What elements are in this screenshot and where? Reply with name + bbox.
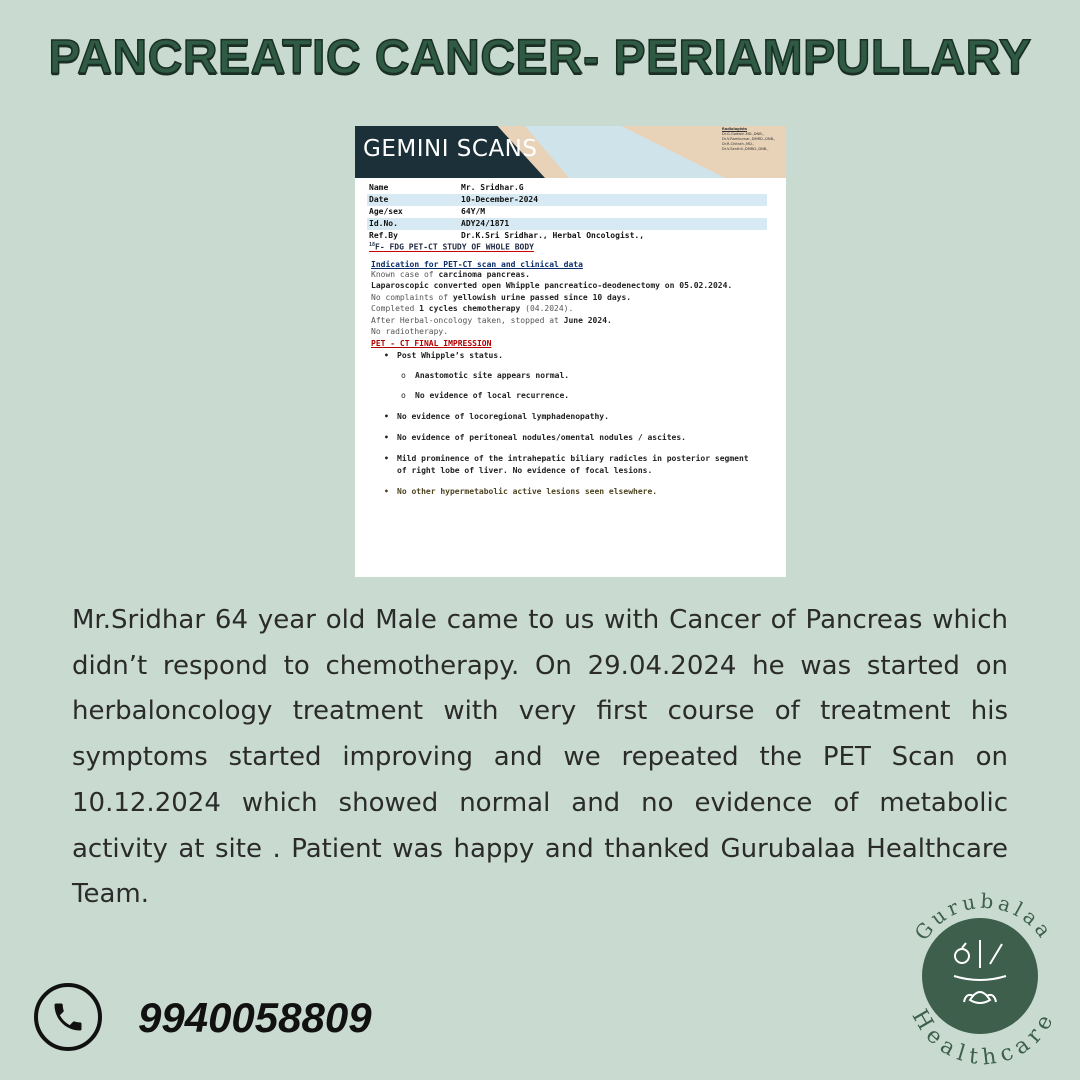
pet-ct-report <box>355 126 786 577</box>
impression-item: • No evidence of locoregional lymphadenopathy. <box>397 411 786 423</box>
phone-number[interactable]: 9940058809 <box>138 994 372 1041</box>
impression-heading: PET - CT FINAL IMPRESSION <box>371 338 492 348</box>
page-title: PANCREATIC CANCER- PERIAMPULLARY <box>48 31 1032 84</box>
indication-heading: Indication for PET-CT scan and clinical data <box>371 259 583 269</box>
gurubalaa-healthcare-logo <box>894 888 1074 1068</box>
logo-circle <box>922 918 1038 1034</box>
logo-text-bottom: Healthcare <box>906 1005 1062 1068</box>
report-header <box>355 126 786 178</box>
impression-item: • Mild prominence of the intrahepatic biliary radicles in posterior segment of right lobe of liver. No evidence of focal lesions. <box>397 453 757 477</box>
patient-row: Age/sex 64Y/M <box>369 207 486 216</box>
impression-subitem: o Anastomotic site appears normal. <box>415 370 786 382</box>
radiologists-list: Radiologists Dr.G.Godwin.MD.,DNB., Dr.V.Ramkumar.,DMRD.,DNB., Dr.R.Chitrah.,MD., Dr.V.Senthil.,DMRD.,DNB., <box>722 127 776 151</box>
impression-item: • No evidence of peritoneal nodules/omental nodules / ascites. <box>397 432 737 444</box>
patient-row: Date 10-December-2024 <box>367 194 767 206</box>
logo-text-top: Gurubalaa <box>909 888 1059 945</box>
impression-item: • No other hypermetabolic active lesions seen elsewhere. <box>397 486 786 498</box>
patient-story: Mr.Sridhar 64 year old Male came to us with Cancer of Pancreas which didn’t respond to chemotherapy. On 29.04.2024 he was started on herbaloncology treatment with very first course of treatment his symptoms started improving and we repeated the PET Scan on 10.12.2024 which showed normal and no evidence of metabolic activity at site . Patient was happy and thanked Gurubalaa Healthcare Team. <box>72 605 1008 910</box>
patient-row: Name Mr. Sridhar.G <box>369 183 524 192</box>
impression-item: • Post Whipple’s status. <box>397 350 786 362</box>
impression-subitem: o No evidence of local recurrence. <box>415 390 786 402</box>
patient-row: Ref.By Dr.K.Sri Sridhar., Herbal Oncologist., <box>369 231 645 240</box>
patient-details <box>367 182 767 242</box>
phone-icon <box>34 983 102 1051</box>
patient-row: Id.No. ADY24/1871 <box>367 218 767 230</box>
indication-text: Known case of carcinoma pancreas. Laparoscopic converted open Whipple pancreatico-deodenectomy on 05.02.2024. No complaints of yellowish urine passed since 10 days. Completed 1 cycles chemotherapy (04.2024). After Herbal-oncology taken, stopped at June 2024. No radiotherapy. <box>371 269 733 337</box>
study-heading: $^{18}$F- FDG PET-CT STUDY OF WHOLE BODY <box>369 242 534 252</box>
brand-name: GEMINI SCANS <box>363 136 538 162</box>
